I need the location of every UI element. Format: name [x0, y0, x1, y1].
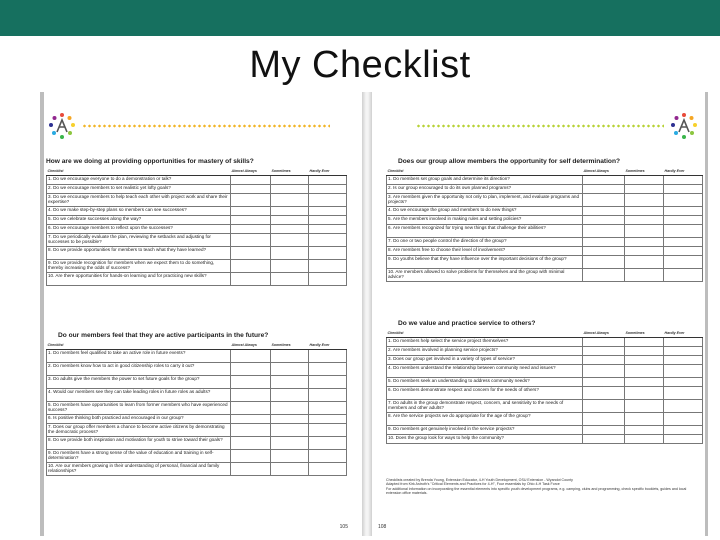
right-section1-table — [386, 168, 703, 282]
table-row — [387, 184, 703, 193]
sometimes-checkbox[interactable] — [271, 388, 309, 401]
almost-always-checkbox[interactable] — [231, 388, 271, 401]
sometimes-checkbox[interactable] — [271, 375, 309, 388]
sometimes-checkbox[interactable] — [625, 377, 664, 386]
header-band — [0, 0, 720, 36]
table-row — [387, 175, 703, 184]
almost-always-checkbox[interactable] — [231, 246, 271, 259]
sometimes-checkbox[interactable] — [271, 224, 309, 233]
sometimes-checkbox[interactable] — [271, 362, 309, 375]
sometimes-checkbox[interactable] — [271, 449, 309, 462]
almost-always-checkbox[interactable] — [583, 355, 625, 364]
hardly-ever-checkbox[interactable] — [664, 215, 703, 224]
checklist-item: 7. Do we periodically evaluate the plan, reviewing the setbacks and adjusting for successes to be possible? — [47, 233, 231, 246]
sometimes-checkbox[interactable] — [271, 175, 309, 184]
almost-always-checkbox[interactable] — [583, 364, 625, 377]
almost-always-checkbox[interactable] — [583, 434, 625, 443]
book-gutter — [362, 92, 372, 536]
table-row — [47, 224, 347, 233]
hardly-ever-checkbox[interactable] — [309, 362, 347, 375]
sometimes-checkbox[interactable] — [625, 175, 664, 184]
sometimes-checkbox[interactable] — [271, 246, 309, 259]
col-sometimes: Sometimes — [271, 342, 309, 349]
table-row — [387, 255, 703, 268]
almost-always-checkbox[interactable] — [231, 462, 271, 475]
sometimes-checkbox[interactable] — [271, 193, 309, 206]
hardly-ever-checkbox[interactable] — [309, 388, 347, 401]
table-row — [387, 425, 703, 434]
hardly-ever-checkbox[interactable] — [309, 436, 347, 449]
checklist-item: 9. Do members get genuinely involved in the service projects? — [387, 425, 583, 434]
table-row — [387, 237, 703, 246]
sometimes-checkbox[interactable] — [271, 401, 309, 414]
table-row — [47, 206, 347, 215]
left-dot-divider — [82, 124, 330, 128]
table-row — [387, 386, 703, 399]
sometimes-checkbox[interactable] — [271, 259, 309, 272]
almost-always-checkbox[interactable] — [231, 175, 271, 184]
hardly-ever-checkbox[interactable] — [309, 462, 347, 475]
checklist-booklet-spread — [40, 92, 708, 536]
almost-always-checkbox[interactable] — [231, 423, 271, 436]
almost-always-checkbox[interactable] — [583, 346, 625, 355]
table-row — [387, 355, 703, 364]
checklist-item: 2. Are members involved in planning service projects? — [387, 346, 583, 355]
almost-always-checkbox[interactable] — [583, 386, 625, 399]
hardly-ever-checkbox[interactable] — [309, 224, 347, 233]
right-logo-row — [398, 112, 698, 140]
almost-always-checkbox[interactable] — [231, 414, 271, 423]
right-dot-divider — [416, 124, 664, 128]
right-page — [372, 92, 708, 536]
almost-always-checkbox[interactable] — [583, 268, 625, 281]
checklist-item: 6. Are members recognized for trying new things that challenge their abilities? — [387, 224, 583, 237]
table-row — [387, 246, 703, 255]
checklist-item: 1. Do members help select the service project themselves? — [387, 337, 583, 346]
table-row — [47, 423, 347, 436]
col-sometimes: Sometimes — [625, 330, 664, 337]
sometimes-checkbox[interactable] — [625, 193, 664, 206]
table-row — [47, 184, 347, 193]
checklist-item: 5. Do members have opportunities to learn from former members who have experienced success? — [47, 401, 231, 414]
slide-title: My Checklist — [249, 44, 471, 86]
almost-always-checkbox[interactable] — [231, 401, 271, 414]
almost-always-checkbox[interactable] — [583, 399, 625, 412]
table-row — [387, 337, 703, 346]
col-checklist: Checklist — [387, 330, 583, 337]
col-hardly-ever: Hardly Ever — [309, 342, 347, 349]
sometimes-checkbox[interactable] — [271, 436, 309, 449]
col-almost-always: Almost Always — [231, 342, 271, 349]
hardly-ever-checkbox[interactable] — [309, 272, 347, 285]
hardly-ever-checkbox[interactable] — [664, 364, 703, 377]
credits-footer — [386, 478, 702, 496]
right-section1-question: Does our group allow members the opportunity for self determination? — [398, 158, 621, 165]
almost-always-checkbox[interactable] — [583, 377, 625, 386]
table-row — [47, 233, 347, 246]
checklist-item: 6. Do members demonstrate respect and concern for the needs of others? — [387, 386, 583, 399]
table-row — [47, 246, 347, 259]
almost-always-checkbox[interactable] — [231, 362, 271, 375]
checklist-item: 5. Are the members involved in making rules and setting policies? — [387, 215, 583, 224]
hardly-ever-checkbox[interactable] — [309, 423, 347, 436]
checklist-item: 1. Do members set group goals and determine its direction? — [387, 175, 583, 184]
table-row — [47, 436, 347, 449]
checklist-item: 2. Is our group encouraged to do its own planned programs? — [387, 184, 583, 193]
checklist-item: 9. Do members have a strong sense of the value of education and training in self-determination? — [47, 449, 231, 462]
sometimes-checkbox[interactable] — [625, 255, 664, 268]
left-section1-question: How are we doing at providing opportunities for mastery of skills? — [46, 158, 254, 165]
col-hardly-ever: Hardly Ever — [664, 330, 703, 337]
checklist-item: 3. Do adults give the members the power to set future goals for the group? — [47, 375, 231, 388]
sometimes-checkbox[interactable] — [271, 423, 309, 436]
almost-always-checkbox[interactable] — [231, 349, 271, 362]
checklist-item: 6. Is positive thinking both practiced and encouraged in our group? — [47, 414, 231, 423]
table-row — [47, 375, 347, 388]
sometimes-checkbox[interactable] — [271, 206, 309, 215]
sometimes-checkbox[interactable] — [625, 399, 664, 412]
almost-always-checkbox[interactable] — [231, 272, 271, 285]
col-almost-always: Almost Always — [231, 168, 271, 175]
table-row — [387, 364, 703, 377]
checklist-item: 3. Do we encourage members to help teach each other with project work and share their expertise? — [47, 193, 231, 206]
hardly-ever-checkbox[interactable] — [309, 206, 347, 215]
sometimes-checkbox[interactable] — [625, 355, 664, 364]
col-hardly-ever: Hardly Ever — [664, 168, 703, 175]
hardly-ever-checkbox[interactable] — [664, 377, 703, 386]
sometimes-checkbox[interactable] — [271, 233, 309, 246]
table-row — [47, 414, 347, 423]
col-checklist: Checklist — [47, 342, 231, 349]
right-page-number: 108 — [378, 524, 387, 530]
table-row — [387, 206, 703, 215]
almost-always-checkbox[interactable] — [583, 215, 625, 224]
checklist-item: 1. Do members feel qualified to take an active role in future events? — [47, 349, 231, 362]
col-hardly-ever: Hardly Ever — [309, 168, 347, 175]
checklist-item: 5. Do members seek an understanding to address community needs? — [387, 377, 583, 386]
table-row — [47, 362, 347, 375]
sometimes-checkbox[interactable] — [271, 215, 309, 224]
left-section2-table — [46, 342, 347, 476]
checklist-item: 10. Are members allowed to solve problems for themselves and the group with minimal advice? — [387, 268, 583, 281]
hardly-ever-checkbox[interactable] — [309, 175, 347, 184]
almost-always-checkbox[interactable] — [583, 237, 625, 246]
star-figure-logo-icon — [670, 112, 698, 140]
checklist-item: 10. Does the group look for ways to help the community? — [387, 434, 583, 443]
hardly-ever-checkbox[interactable] — [664, 412, 703, 425]
checklist-item: 3. Are members given the opportunity not only to plan, implement, and evaluate programs and projects? — [387, 193, 583, 206]
checklist-item: 9. Do youths believe that they have influence over the important decisions of the group? — [387, 255, 583, 268]
credits-line: Checklists created by Brenda Young, Extension Educator, 4-H Youth Development, OSU Extension - Wyandot County — [386, 478, 573, 482]
table-row — [387, 399, 703, 412]
credits-line: For additional information on incorporating the essential elements into specific youth development programs, e.g. camping, clubs and programming, check specific booklets, guides and local extension office materials. — [386, 486, 687, 496]
checklist-item: 9. Do we provide recognition for members when we expect them to do something, thereby increasing the odds of success? — [47, 259, 231, 272]
table-row — [47, 401, 347, 414]
checklist-item: 4. Do members understand the relationship between community need and issues? — [387, 364, 583, 377]
sometimes-checkbox[interactable] — [625, 237, 664, 246]
almost-always-checkbox[interactable] — [231, 215, 271, 224]
almost-always-checkbox[interactable] — [583, 206, 625, 215]
table-row — [387, 346, 703, 355]
table-row — [387, 215, 703, 224]
credits-line: Adapted from Kirk Astroth's "Critical Elements and Practices for 4-H", Four essentials by Ohio 4-H Task Force — [386, 482, 560, 487]
hardly-ever-checkbox[interactable] — [664, 386, 703, 399]
sometimes-checkbox[interactable] — [625, 246, 664, 255]
sometimes-checkbox[interactable] — [625, 434, 664, 443]
checklist-item: 8. Do we provide opportunities for members to teach what they have learned? — [47, 246, 231, 259]
hardly-ever-checkbox[interactable] — [309, 401, 347, 414]
hardly-ever-checkbox[interactable] — [664, 337, 703, 346]
table-row — [387, 377, 703, 386]
sometimes-checkbox[interactable] — [271, 184, 309, 193]
table-header-row — [387, 330, 703, 337]
left-page — [40, 92, 362, 536]
hardly-ever-checkbox[interactable] — [309, 246, 347, 259]
hardly-ever-checkbox[interactable] — [664, 425, 703, 434]
checklist-item: 2. Do we encourage members to set realistic yet lofty goals? — [47, 184, 231, 193]
table-row — [47, 259, 347, 272]
almost-always-checkbox[interactable] — [231, 436, 271, 449]
almost-always-checkbox[interactable] — [583, 412, 625, 425]
checklist-item: 7. Does our group offer members a chance to become active citizens by demonstrating the democratic process? — [47, 423, 231, 436]
almost-always-checkbox[interactable] — [583, 175, 625, 184]
almost-always-checkbox[interactable] — [583, 337, 625, 346]
star-figure-logo-icon — [48, 112, 76, 140]
table-row — [47, 349, 347, 362]
almost-always-checkbox[interactable] — [231, 259, 271, 272]
almost-always-checkbox[interactable] — [231, 375, 271, 388]
checklist-item: 1. Do we encourage everyone to do a demonstration or talk? — [47, 175, 231, 184]
table-row — [387, 412, 703, 425]
hardly-ever-checkbox[interactable] — [664, 184, 703, 193]
hardly-ever-checkbox[interactable] — [664, 237, 703, 246]
checklist-item: 7. Do adults in the group demonstrate respect, concern, and sensitivity to the needs of members and other adults? — [387, 399, 583, 412]
hardly-ever-checkbox[interactable] — [664, 434, 703, 443]
almost-always-checkbox[interactable] — [583, 193, 625, 206]
sometimes-checkbox[interactable] — [625, 215, 664, 224]
checklist-item: 7. Do one or two people control the direction of the group? — [387, 237, 583, 246]
col-checklist: Checklist — [387, 168, 583, 175]
checklist-item: 4. Do we encourage the group and members to do new things? — [387, 206, 583, 215]
col-almost-always: Almost Always — [583, 330, 625, 337]
almost-always-checkbox[interactable] — [583, 224, 625, 237]
sometimes-checkbox[interactable] — [625, 364, 664, 377]
hardly-ever-checkbox[interactable] — [309, 414, 347, 423]
almost-always-checkbox[interactable] — [231, 233, 271, 246]
table-header-row — [47, 342, 347, 349]
col-checklist: Checklist — [47, 168, 231, 175]
hardly-ever-checkbox[interactable] — [664, 193, 703, 206]
hardly-ever-checkbox[interactable] — [664, 399, 703, 412]
sometimes-checkbox[interactable] — [625, 346, 664, 355]
sometimes-checkbox[interactable] — [625, 386, 664, 399]
table-row — [47, 175, 347, 184]
left-section2-question: Do our members feel that they are active participants in the future? — [58, 332, 269, 339]
sometimes-checkbox[interactable] — [625, 412, 664, 425]
sometimes-checkbox[interactable] — [625, 206, 664, 215]
checklist-item: 6. Do we encourage members to reflect upon the successes? — [47, 224, 231, 233]
hardly-ever-checkbox[interactable] — [309, 215, 347, 224]
hardly-ever-checkbox[interactable] — [664, 224, 703, 237]
hardly-ever-checkbox[interactable] — [664, 355, 703, 364]
table-row — [387, 193, 703, 206]
almost-always-checkbox[interactable] — [583, 425, 625, 434]
table-row — [47, 272, 347, 285]
almost-always-checkbox[interactable] — [231, 206, 271, 215]
almost-always-checkbox[interactable] — [583, 246, 625, 255]
table-row — [47, 449, 347, 462]
right-section2-question: Do we value and practice service to others? — [398, 320, 536, 327]
hardly-ever-checkbox[interactable] — [664, 175, 703, 184]
sometimes-checkbox[interactable] — [271, 349, 309, 362]
checklist-item: 10. Are our members growing in their understanding of personal, financial and family relationships? — [47, 462, 231, 475]
table-row — [47, 193, 347, 206]
hardly-ever-checkbox[interactable] — [664, 206, 703, 215]
table-header-row — [47, 168, 347, 175]
col-sometimes: Sometimes — [625, 168, 664, 175]
hardly-ever-checkbox[interactable] — [664, 346, 703, 355]
col-almost-always: Almost Always — [583, 168, 625, 175]
hardly-ever-checkbox[interactable] — [309, 233, 347, 246]
almost-always-checkbox[interactable] — [583, 255, 625, 268]
table-row — [47, 215, 347, 224]
hardly-ever-checkbox[interactable] — [664, 246, 703, 255]
right-section2-table — [386, 330, 703, 444]
table-header-row — [387, 168, 703, 175]
left-page-number: 105 — [339, 524, 348, 530]
almost-always-checkbox[interactable] — [583, 184, 625, 193]
hardly-ever-checkbox[interactable] — [309, 375, 347, 388]
hardly-ever-checkbox[interactable] — [309, 449, 347, 462]
sometimes-checkbox[interactable] — [625, 268, 664, 281]
sometimes-checkbox[interactable] — [625, 425, 664, 434]
almost-always-checkbox[interactable] — [231, 184, 271, 193]
checklist-item: 10. Are there opportunities for hands-on learning and for practicing new skills? — [47, 272, 231, 285]
sometimes-checkbox[interactable] — [271, 414, 309, 423]
checklist-item: 8. Are the service projects we do appropriate for the age of the group? — [387, 412, 583, 425]
checklist-item: 3. Does our group get involved in a variety of types of service? — [387, 355, 583, 364]
hardly-ever-checkbox[interactable] — [309, 259, 347, 272]
almost-always-checkbox[interactable] — [231, 224, 271, 233]
hardly-ever-checkbox[interactable] — [309, 184, 347, 193]
checklist-item: 5. Do we celebrate successes along the way? — [47, 215, 231, 224]
table-row — [387, 434, 703, 443]
checklist-item: 4. Would our members see they can take leading roles in future roles as adults? — [47, 388, 231, 401]
checklist-item: 4. Do we make step-by-step plans so members can see successes? — [47, 206, 231, 215]
checklist-item: 8. Are members free to choose their level of involvement? — [387, 246, 583, 255]
sometimes-checkbox[interactable] — [625, 337, 664, 346]
hardly-ever-checkbox[interactable] — [309, 193, 347, 206]
col-sometimes: Sometimes — [271, 168, 309, 175]
hardly-ever-checkbox[interactable] — [309, 349, 347, 362]
checklist-item: 8. Do we provide both inspiration and motivation for youth to strive toward their goals? — [47, 436, 231, 449]
checklist-item: 2. Do members know how to act in good citizenship roles to carry it out? — [47, 362, 231, 375]
sometimes-checkbox[interactable] — [625, 184, 664, 193]
table-row — [47, 462, 347, 475]
almost-always-checkbox[interactable] — [231, 193, 271, 206]
table-row — [387, 268, 703, 281]
hardly-ever-checkbox[interactable] — [664, 255, 703, 268]
left-section1-table — [46, 168, 347, 286]
table-row — [387, 224, 703, 237]
hardly-ever-checkbox[interactable] — [664, 268, 703, 281]
almost-always-checkbox[interactable] — [231, 449, 271, 462]
sometimes-checkbox[interactable] — [625, 224, 664, 237]
sometimes-checkbox[interactable] — [271, 272, 309, 285]
sometimes-checkbox[interactable] — [271, 462, 309, 475]
table-row — [47, 388, 347, 401]
